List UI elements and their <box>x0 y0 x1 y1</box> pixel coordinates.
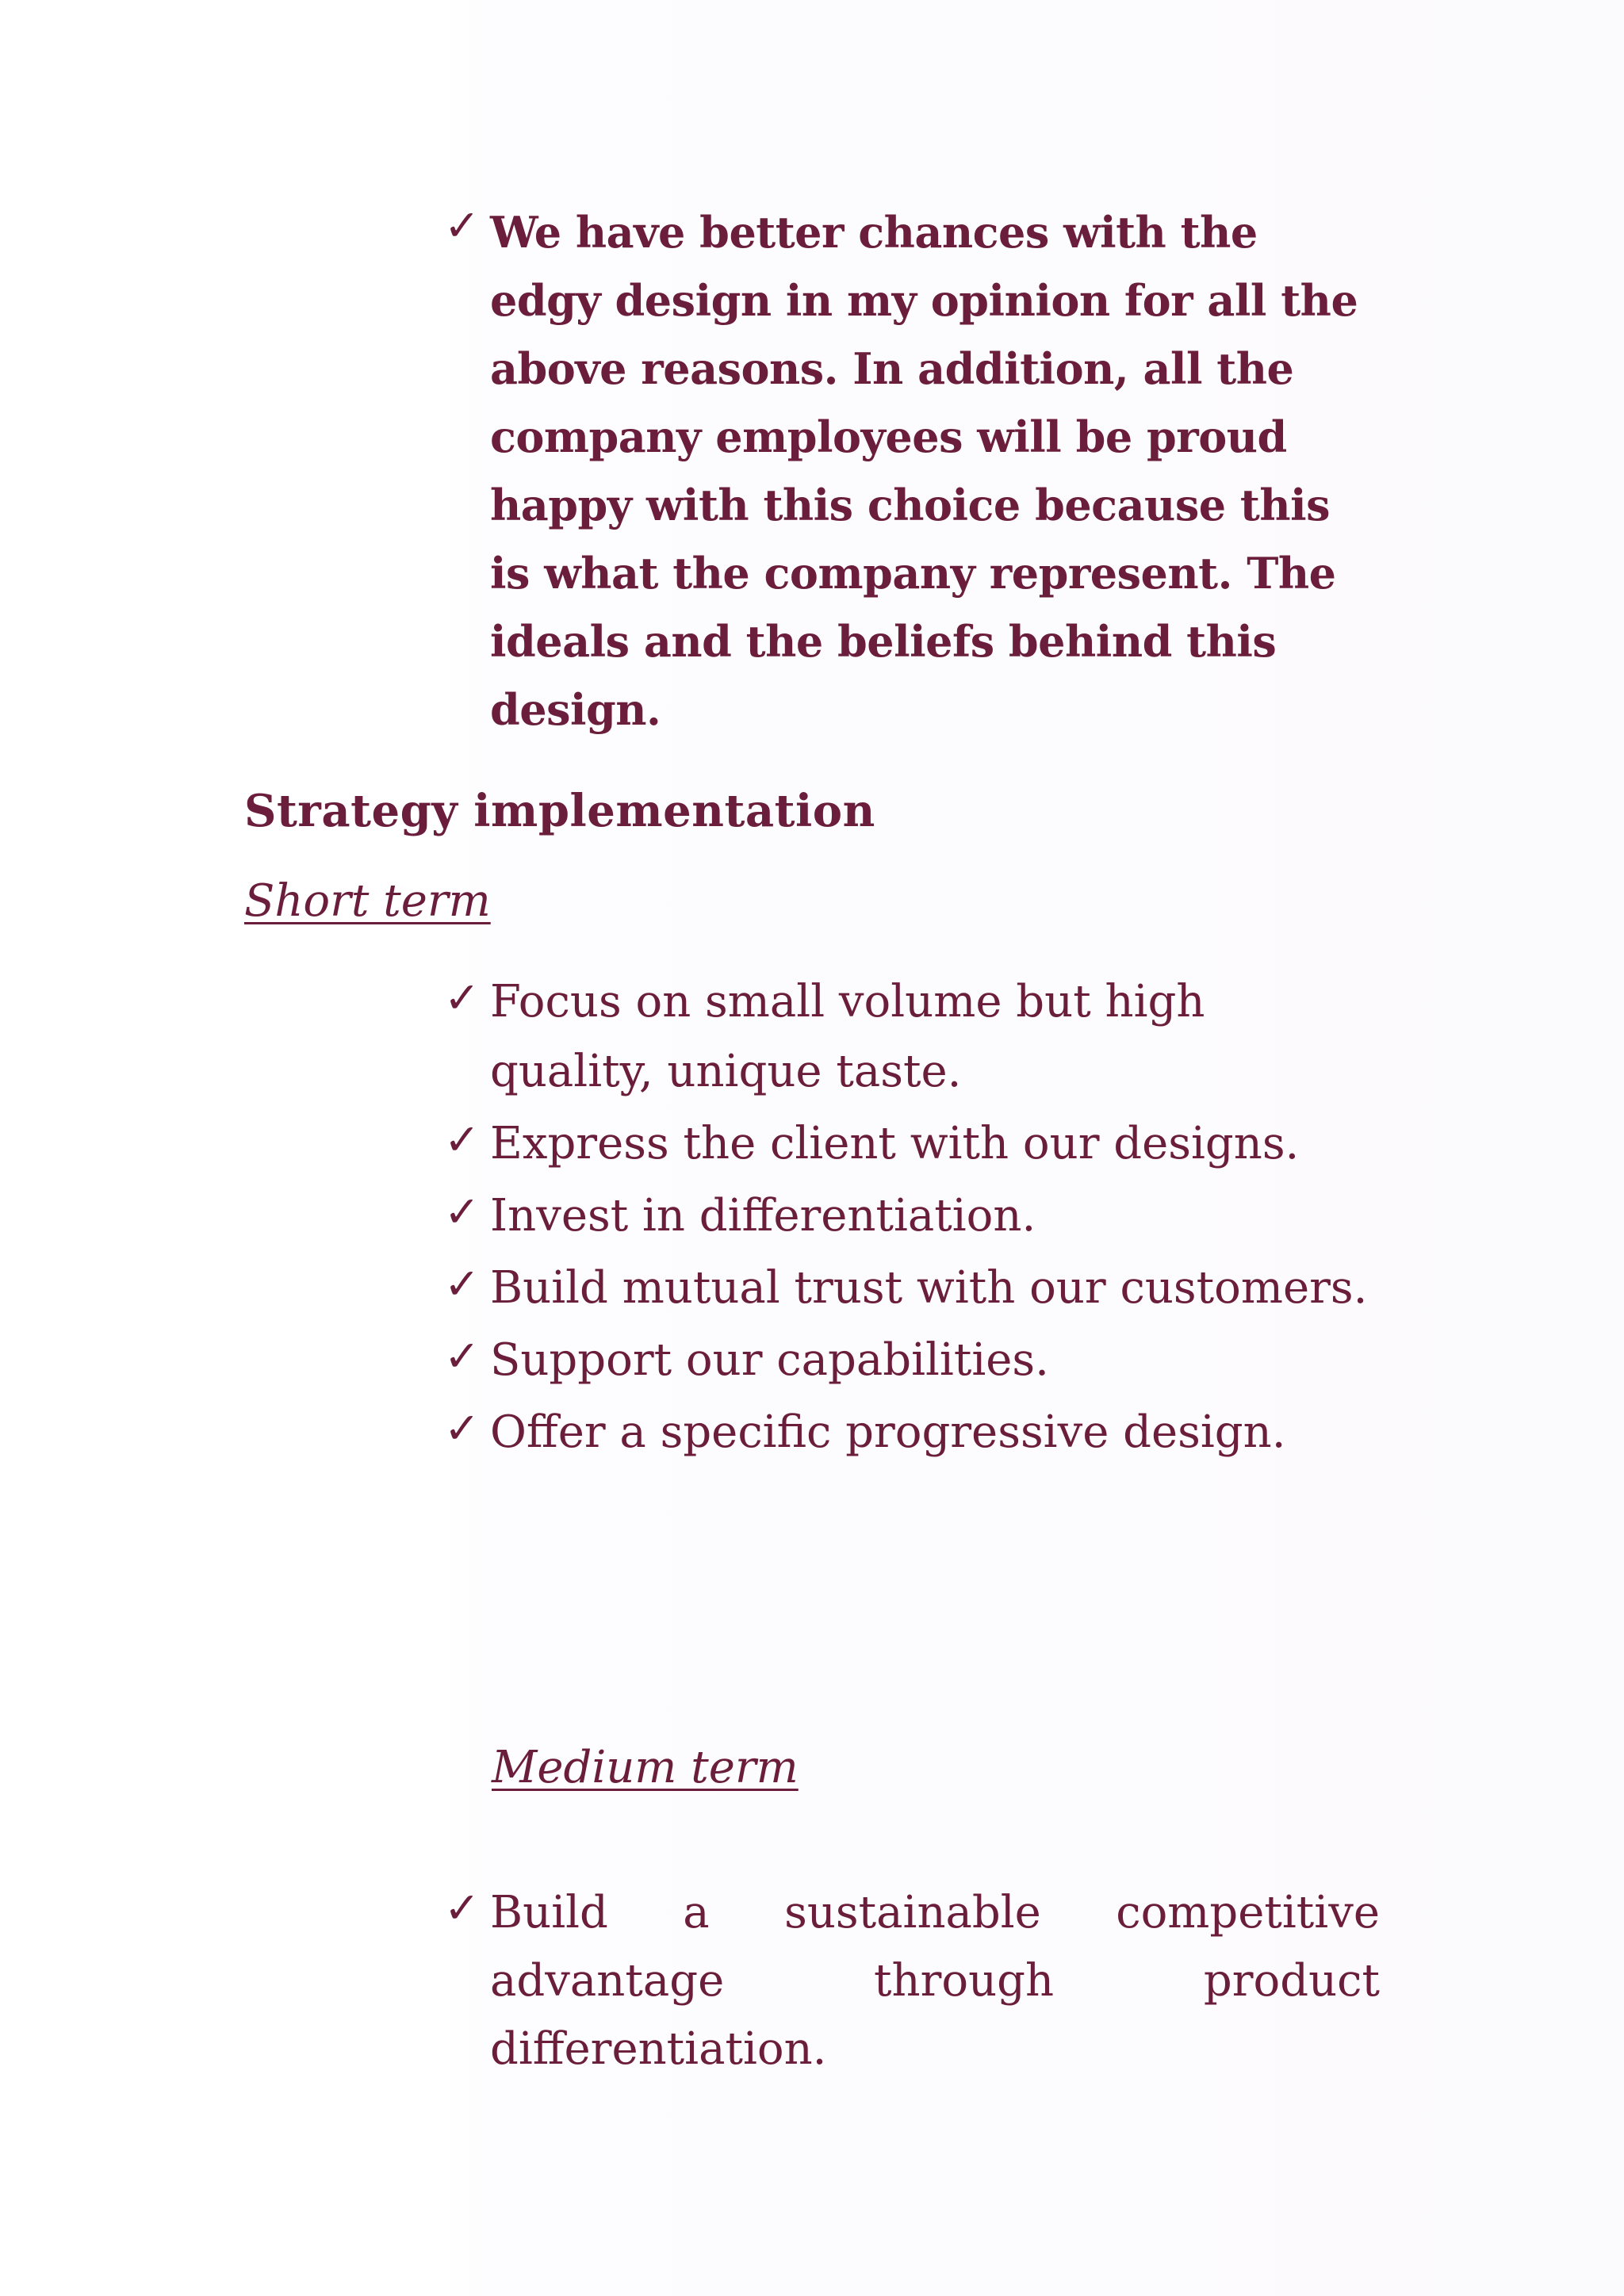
list-item-text: Offer a specific progressive design. <box>490 1406 1286 1458</box>
list-item-text: Focus on small volume but high quality, unique taste. <box>490 976 1205 1097</box>
list-item <box>444 967 1380 1107</box>
checkmark-icon: ✓ <box>444 201 481 251</box>
medium-term-list <box>444 1879 1380 2084</box>
list-item <box>444 1879 1380 2084</box>
checkmark-icon: ✓ <box>444 1187 481 1237</box>
short-term-list <box>444 967 1380 1470</box>
list-item <box>444 1181 1380 1251</box>
intro-list <box>444 198 1380 744</box>
intro-paragraph: We have better chances with the edgy design in my opinion for all the above reasons. In addition, all the company employees will be proud happy with this choice because this is what the company represent. The ideals and the beliefs behind this design. <box>490 207 1358 735</box>
checkmark-icon: ✓ <box>444 1331 481 1381</box>
list-item <box>444 1326 1380 1395</box>
list-item <box>444 1398 1380 1468</box>
checkmark-icon: ✓ <box>444 973 481 1023</box>
list-item-text: Invest in differentiation. <box>490 1190 1036 1242</box>
list-item <box>444 198 1380 744</box>
checkmark-icon: ✓ <box>444 1115 481 1165</box>
checkmark-icon: ✓ <box>444 1403 481 1453</box>
list-item <box>444 1253 1380 1323</box>
checkmark-icon: ✓ <box>444 1883 481 1933</box>
checkmark-icon: ✓ <box>444 1259 481 1309</box>
short-term-heading: Short term <box>244 875 491 927</box>
list-item-text: Support our capabilities. <box>490 1334 1049 1386</box>
medium-term-heading: Medium term <box>492 1742 799 1793</box>
section-title: Strategy implementation <box>244 785 875 837</box>
list-item-text: Build a sustainable competitive advantage through product differentiation. <box>490 1887 1380 2075</box>
list-item-text: Build mutual trust with our customers. <box>490 1262 1368 1314</box>
list-item <box>444 1109 1380 1179</box>
list-item-text: Express the client with our designs. <box>490 1118 1300 1169</box>
